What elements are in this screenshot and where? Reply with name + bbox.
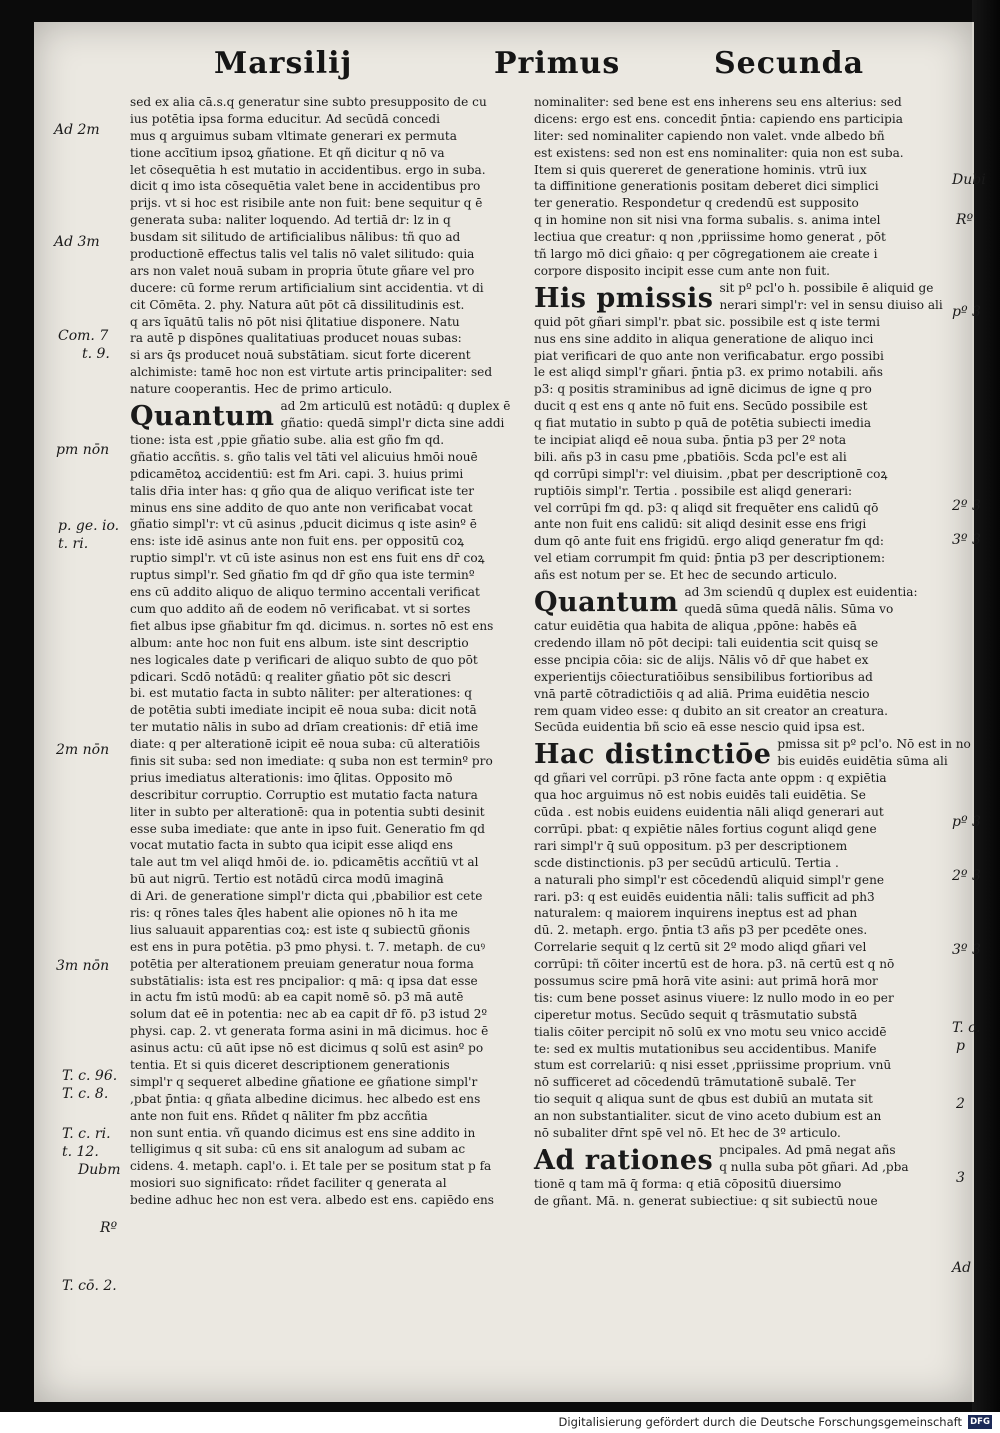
text-line: ter mutatio nālis in subo ad drīam creationis: dr̄ etiā ime [130, 720, 479, 735]
margin-note-left: t. 9. [82, 346, 110, 362]
text-line: vnā partē cōtradictiōis q ad aliā. Prima euidētia nescio [534, 686, 870, 701]
margin-note-left: T. c. 8. [62, 1086, 109, 1102]
text-line: qua hoc arguimus nō est nobis euidēs tali euidētia. Se [534, 788, 866, 803]
text-line: nature cooperantis. Hec de primo articulo. [130, 382, 393, 397]
text-line: cidens. 4. metaph. capl'o. i. Et tale per se positum stat p fa [130, 1159, 492, 1174]
text-line: ruptiōis simpl'r. Tertia . possibile est aliqd generari: [534, 483, 853, 498]
text-line: non sunt entia. vñ quando dicimus est ens sine addito in [130, 1125, 476, 1140]
text-line: q in homine non sit nisi vna forma subalis. s. anima intel [534, 213, 881, 228]
text-line: bis euidēs euidētia sūma ali [777, 754, 948, 769]
text-line: gñatio simpl'r: vt cū asinus ,pducit dicimus q iste asinº ē [130, 517, 477, 532]
text-line: vel etiam corrumpit fm quid: p̄ntia p3 per descriptionem: [534, 551, 886, 566]
text-line: liter: sed nominaliter capiendo non valet. vnde albedo bñ [534, 128, 885, 143]
text-line: prijs. vt si hoc est risibile ante non fuit: bene sequitur q ē [130, 196, 483, 211]
heading-initial-word: Ad rationes [534, 1144, 714, 1176]
text-line: di Ari. de generatione simpl'r dicta qui ,pbabilior est cete [130, 889, 483, 904]
text-line: ter generatio. Respondetur q credendū est supposito [534, 196, 859, 211]
margin-note-right: Dubi [952, 172, 986, 188]
running-head-right: Secunda [714, 46, 865, 81]
text-line: esse pncipia cōia: sic de alijs. Nālis vō dr̄ que habet ex [534, 652, 869, 667]
margin-note-right: Rº [956, 212, 974, 228]
text-line: gñatio: quedā simpl'r dicta sine addi [280, 416, 505, 431]
text-line: corrūpi: tñ cōiter incertū est de hora. p3. nā certū est q nō [534, 957, 895, 972]
text-line: ra autē p dispōnes qualitatiuas producet nouas subas: [130, 331, 462, 346]
text-line: let cōsequētia h est mutatio in accidentibus. ergo in suba. [130, 162, 486, 177]
text-line: Correlarie sequit q lz certū sit 2º modo aliqd gñari vel [534, 940, 867, 955]
text-line: piat verificari de quo ante non verificabatur. ergo possibi [534, 348, 884, 363]
margin-note-right: 2º 3 [952, 868, 981, 884]
text-line: asinus actu: cū aūt ipse nō est dicimus q solū est asinº po [130, 1041, 484, 1056]
text-line: busdam sit silitudo de artificialibus nālibus: tñ quo ad [130, 230, 461, 245]
text-line: simpl'r q sequeret albedine gñatione ee gñatione simpl'r [130, 1074, 478, 1089]
text-line: qd corrūpi simpl'r: vel diuisim. ,pbat per descriptionē coꝝ [534, 466, 888, 481]
text-line: substātialis: ista est res pncipalior: q mā: q ipsa dat esse [130, 973, 478, 988]
funding-credit: Digitalisierung gefördert durch die Deutsche Forschungsgemeinschaft [558, 1415, 962, 1429]
text-line: lectiua que creatur: q non ,ppriissime homo generat , pōt [534, 230, 886, 245]
text-line: ris: q rōnes tales q̄les habent alie opiones nō h ita me [130, 905, 458, 920]
text-line: quid pōt gñari simpl'r. pbat sic. possibile est q iste termi [534, 314, 880, 329]
text-line: liter in subto per alterationē: qua in potentia subti desinit [130, 804, 485, 819]
text-line: ruptio simpl'r. vt cū iste asinus non est ens fuit ens dr̄ coꝝ [130, 551, 485, 566]
text-line: potētia per alterationem preuiam generatur noua forma [130, 956, 474, 971]
margin-note-right: 3º 3 [952, 532, 981, 548]
margin-note-left: Dubm [78, 1162, 121, 1178]
book-page [34, 22, 986, 1402]
text-line: le est aliqd simpl'r gñari. p̄ntia p3. ex primo notabili. añs [534, 365, 884, 380]
margin-note-left: T. c. 96. [62, 1068, 118, 1084]
running-head-left: Marsilij [214, 46, 353, 81]
margin-note-right: pº 3 [952, 814, 981, 830]
margin-note-left: T. c. ri. [62, 1126, 111, 1142]
text-line: corrūpi. pbat: q expiētie nāles fortius cogunt aliqd gene [534, 821, 877, 836]
text-line: mosiori suo significato: rñdet faciliter q generata al [130, 1176, 447, 1191]
text-line: est ens in pura potētia. p3 pmo physi. t. 7. metaph. de cuꝰ [130, 939, 486, 954]
text-line: bili. añs p3 in casu pme ,pbatiōis. Scda pcl'e est ali [534, 449, 847, 464]
text-line: pdicamētoꝝ accidentiū: est fm Ari. capi. 3. huius primi [130, 466, 464, 481]
margin-note-left: T. cō. 2. [62, 1278, 117, 1294]
text-line: dicit q imo ista cōsequētia valet bene in accidentibus pro [130, 179, 481, 194]
text-line: nerari simpl'r: vel in sensu diuiso ali [719, 297, 943, 312]
text-line: solum dat eē in potentia: nec ab ea capit dr̄ fō. p3 istud 2º [130, 1007, 488, 1022]
heading-initial-word: Quantum [130, 401, 275, 433]
text-line: rem quam video esse: q dubito an sit creator an creatura. [534, 703, 888, 718]
section-heading [534, 584, 946, 618]
section-heading [130, 398, 548, 432]
margin-note-left: Ad 3m [54, 234, 100, 250]
text-line: te incipiat aliqd eē noua suba. p̄ntia p3 per 2º nota [534, 433, 847, 448]
text-line: ius potētia ipsa forma educitur. Ad secūdā concedi [130, 111, 441, 126]
heading-continuation [719, 280, 942, 314]
text-line: ciperetur motus. Secūdo sequit q trāsmutatio substā [534, 1007, 858, 1022]
text-line: nes logicales date p verificari de aliquo subto de quo pōt [130, 652, 478, 667]
text-line: tionē q tam mā q̄ forma: q etiā cōpositū diuersimo [534, 1176, 842, 1191]
text-line: pncipales. Ad pmā negat añs [719, 1143, 896, 1158]
margin-note-right: T. c. [952, 1020, 981, 1036]
footer-bar [0, 1412, 1000, 1433]
scan-edge [972, 0, 1000, 1412]
margin-note-left: 2m nōn [56, 742, 110, 758]
text-line: diate: q per alterationē icipit eē noua suba: cū alteratiōis [130, 737, 481, 752]
text-line: album: ante hoc non fuit ens album. iste sint descriptio [130, 635, 469, 650]
text-line: minus ens sine addito de quo ante non verificabat vocat [130, 500, 473, 515]
text-line: corpore disposito incipit esse cum ante non fuit. [534, 263, 830, 278]
text-line: describitur corruptio. Corruptio est mutatio facta natura [130, 787, 478, 802]
margin-note-right: 2º 3 [952, 498, 981, 514]
text-line: prius imediatus alterationis: imo q̄litas. Opposito mō [130, 770, 453, 785]
text-column-left [130, 94, 548, 1209]
text-line: nus ens sine addito in aliqua generatione de aliquo inci [534, 331, 874, 346]
text-line: ad 3m sciendū q duplex est euidentia: [684, 585, 918, 600]
heading-initial-word: Quantum [534, 587, 679, 619]
section-heading [534, 1142, 946, 1176]
text-line: si ars q̄s producet nouā substātiam. sicut forte dicerent [130, 348, 471, 363]
text-line: talis dr̄ia inter has: q gño qua de aliquo verificat iste ter [130, 483, 475, 498]
heading-initial-word: His pmissis [534, 282, 714, 314]
text-line: possumus scire pmā horā vite asini: aut primā horā mor [534, 973, 878, 988]
text-line: q nulla suba pōt gñari. Ad ,pba [719, 1159, 909, 1174]
text-line: pdicari. Scdō notādū: q realiter gñatio pōt sic descri [130, 669, 451, 684]
margin-note-left: pm nōn [56, 442, 110, 458]
text-line: q fiat mutatio in subto p quā de potētia subiecti imedia [534, 416, 872, 431]
text-line: sed ex alia cā.s.q generatur sine subto presupposito de cu [130, 95, 487, 109]
text-line: catur euidētia qua habita de aliqua ,ppōne: habēs eā [534, 619, 857, 634]
text-line: te: sed ex multis mutationibus seu accidentibus. Manife [534, 1041, 877, 1056]
section-heading [534, 280, 946, 314]
heading-continuation [280, 398, 510, 432]
text-line: rari simpl'r q̄ suū oppositum. p3 per descriptionem [534, 838, 848, 853]
running-head-middle: Primus [494, 46, 621, 81]
text-line: bi. est mutatio facta in subto nāliter: per alterationes: q [130, 686, 473, 701]
text-line: physi. cap. 2. vt generata forma asini in mā dicimus. hoc ē [130, 1024, 489, 1039]
text-line: est existens: sed non est ens nominaliter: quia non est suba. [534, 145, 904, 160]
margin-note-left: Ad 2m [54, 122, 100, 138]
text-line: ,pbat p̄ntia: q gñata albedine dicimus. hec albedo est ens [130, 1091, 481, 1106]
text-line: sit pº pcl'o h. possibile ē aliquid ge [719, 280, 934, 295]
text-line: de gñant. Mā. n. generat subiectiue: q sit subiectū noue [534, 1193, 878, 1208]
text-line: cum quo addito añ de eodem nō verificabat. vt si sortes [130, 601, 471, 616]
text-line: dū. 2. metaph. ergo. p̄ntia t3 añs p3 per pcedēte ones. [534, 923, 868, 938]
heading-initial-word: Hac distinctiōe [534, 739, 772, 771]
text-line: tentia. Et si quis diceret descriptionem generationis [130, 1057, 450, 1072]
text-line: mus q arguimus subam vltimate generari ex permuta [130, 128, 457, 143]
margin-note-right: 3º 3 [952, 942, 981, 958]
text-line: bū aut nigrū. Tertio est notādū circa modū imaginā [130, 872, 444, 887]
text-line: an non substantialiter. sicut de vino aceto dubium est an [534, 1109, 882, 1124]
margin-note-right: 2 [956, 1096, 965, 1112]
text-line: generata suba: naliter loquendo. Ad tertiā dr: lz in q [130, 213, 451, 228]
text-line: Item si quis quereret de generatione hominis. vtrū iux [534, 162, 867, 177]
margin-note-left: 3m nōn [56, 958, 110, 974]
margin-note-right: Ad [952, 1260, 972, 1276]
text-line: stum est correlariū: q nisi esset ,ppriissime proprium. vnū [534, 1058, 892, 1073]
text-line: pmissa sit pº pcl'o. Nō est in no [777, 737, 971, 752]
heading-continuation [777, 736, 970, 770]
text-line: esse suba imediate: que ante in ipso fuit. Generatio fm qd [130, 821, 486, 836]
text-line: in actu fm istū modū: ab ea capit nomē sō. p3 mā autē [130, 990, 464, 1005]
margin-note-left: Com. 7 [58, 328, 109, 344]
section-heading [534, 736, 971, 771]
text-line: tale aut tm vel aliqd hmōi de. io. pdicamētis accñtiū vt al [130, 855, 479, 870]
text-line: ta diffinitione generationis positam deberet dici simplici [534, 179, 879, 194]
margin-note-right: p [956, 1038, 965, 1054]
text-line: p3: q positis straminibus ad ignē dicimus de igne q pro [534, 382, 872, 397]
margin-note-left: t. ri. [58, 536, 89, 552]
heading-continuation [719, 1142, 908, 1176]
margin-note-left: p. ge. io. [58, 518, 120, 534]
text-line: q ars īquātū talis nō pōt nisi q̄litatiue disponere. Natu [130, 314, 460, 329]
text-line: a naturali pho simpl'r est cōcedendū aliquid simpl'r gene [534, 872, 885, 887]
text-line: tñ largo mō dici gñaio: q per cōgregationem aie create i [534, 247, 878, 262]
text-line: alchimiste: tamē hoc non est virtute artis principaliter: sed [130, 365, 493, 380]
text-line: bedine adhuc hec non est vera. albedo est ens. capiēdo ens [130, 1193, 494, 1208]
text-line: quedā sūma quedā nālis. Sūma vo [684, 602, 894, 617]
text-line: tio sequit q aliqua sunt de qbus est dubiū an mutata sit [534, 1092, 873, 1107]
text-line: añs est notum per se. Et hec de secundo articulo. [534, 568, 838, 583]
text-line: credendo illam nō pōt decipi: tali euidentia scit quisq se [534, 635, 879, 650]
text-line: fiet albus ipse gñabitur fm qd. dicimus. n. sortes nō est ens [130, 618, 494, 633]
text-line: vel corrūpi fm qd. p3: q aliqd sit frequēter ens calidū qō [534, 500, 879, 515]
text-line: lius saluauit apparentias coꝝ: est iste q subiectū gñonis [130, 922, 471, 937]
text-line: Secūda euidentia bñ scio eā esse nescio quid ipsa est. [534, 720, 866, 735]
text-line: ens: iste idē asinus ante non fuit ens. per oppositū coꝝ [130, 534, 464, 549]
text-line: nominaliter: sed bene est ens inherens seu ens alterius: sed [534, 95, 902, 109]
text-line: gñatio accñtis. s. gño talis vel tāti vel alicuius hmōi nouē [130, 449, 478, 464]
text-line: tis: cum bene posset asinus viuere: lz nullo modo in eo per [534, 990, 894, 1005]
text-line: tialis cōiter percipit nō solū ex vno motu seu vnico accidē [534, 1024, 887, 1039]
dfg-logo: DFG [968, 1415, 992, 1429]
text-line: productionē effectus talis vel talis nō valet silitudo: quia [130, 247, 475, 262]
text-line: de potētia subti imediate incipit eē noua suba: dicit notā [130, 703, 477, 718]
text-line: rari. p3: q est euidēs euidentia nāli: talis sufficit ad ph3 [534, 889, 875, 904]
text-line: cit Cōmēta. 2. phy. Natura aūt pōt cā dissilitudinis est. [130, 297, 465, 312]
text-line: vocat mutatio facta in subto qua icipit esse aliqd ens [130, 838, 453, 853]
text-line: experientijs cōiecturatiōibus sensibilibus fortioribus ad [534, 669, 873, 684]
text-line: tione accītium ipsoꝝ gñatione. Et qñ dicitur q nō va [130, 145, 445, 160]
text-line: scde distinctionis. p3 per secūdū articulū. Tertia . [534, 855, 839, 870]
text-line: ars non valet nouā subam in propria ῡtute gñare vel pro [130, 263, 475, 278]
text-line: ad 2m articulū est notādū: q duplex ē [280, 399, 511, 414]
text-line: ens cū addito aliquo de aliquo termino accentali verificat [130, 585, 480, 600]
text-line: ducit q est ens q ante nō fuit ens. Secūdo possibile est [534, 399, 868, 414]
text-line: cūda . est nobis euidens euidentia nāli aliqd generari aut [534, 805, 884, 820]
text-line: tione: ista est ,ppie gñatio sube. alia est gño fm qd. [130, 433, 445, 448]
text-line: nō sufficeret ad cōcedendū trāmutationē subalē. Ter [534, 1075, 856, 1090]
text-line: nō subaliter dr̄nt spē vel nō. Et hec de 3º articulo. [534, 1125, 841, 1140]
text-line: ruptus simpl'r. Sed gñatio fm qd dr̄ gño qua iste terminº [130, 568, 475, 583]
margin-note-right: 3 [956, 1170, 965, 1186]
text-line: ante non fuit ens. Rñdet q nāliter fm pbz accñtia [130, 1108, 428, 1123]
text-line: naturalem: q maiorem inquirens ineptus est ad phan [534, 906, 858, 921]
margin-note-right: pº 3 [952, 304, 981, 320]
heading-continuation [684, 584, 917, 618]
text-line: ducere: cū forme rerum artificialium sint accidentia. vt di [130, 280, 484, 295]
margin-note-left: t. 12. [62, 1144, 99, 1160]
margin-note-left: Rº [100, 1220, 118, 1236]
text-line: dicens: ergo est ens. concedit p̄ntia: capiendo ens participia [534, 111, 903, 126]
text-line: ante non fuit ens calidū: sit aliqd desinit esse ens frigi [534, 517, 867, 532]
text-line: telligimus q sit suba: cū ens sit analogum ad subam ac [130, 1142, 466, 1157]
text-line: finis sit suba: sed non imediate: q suba non est terminº pro [130, 753, 493, 768]
text-line: dum qō ante fuit ens frigidū. ergo aliqd generatur fm qd: [534, 534, 884, 549]
text-line: qd gñari vel corrūpi. p3 rōne facta ante oppm : q expiētia [534, 771, 887, 786]
